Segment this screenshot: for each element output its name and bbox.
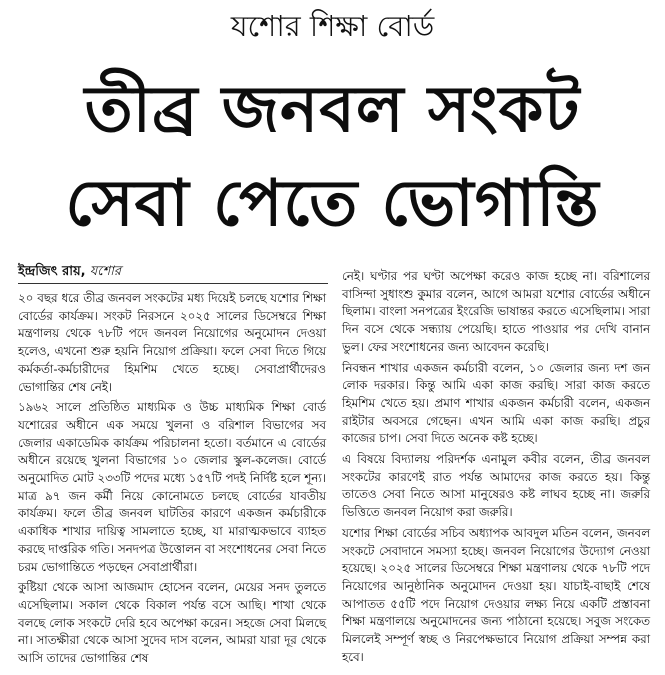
byline-author: ইন্দ্রজিৎ রায়, bbox=[18, 264, 86, 279]
paragraph: নিবন্ধন শাখার একজন কর্মচারী বলেন, ১০ জেলার জন্য দশ জন লোক দরকার। কিন্তু আমি একা কাজ করছি। সারা কাজ করতে হিমশিম খেতে হয়। প্রমাণ শাখার একজন কর্মচারী বলেন, একজন রাইটার অবসরে গেছেন। এখন আমি একা কাজ করছি। প্রচুর কাজের চাপ। সেবা দিতে অনেক কষ্ট হচ্ছে। bbox=[342, 360, 650, 446]
byline bbox=[18, 262, 328, 282]
section-kicker: যশোর শিক্ষা বোর্ড bbox=[230, 9, 435, 43]
paragraph: যশোর শিক্ষা বোর্ডের সচিব অধ্যাপক আবদুল মতিন বলেন, জনবল সংকটে সেবাদানে সমস্যা হচ্ছে। জনবল নিয়োগের উদ্যোগ নেওয়া হয়েছে। ২০২৫ সালের ডিসেম্বরে শিক্ষা মন্ত্রণালয় থেকে ৭৮টি পদে নিয়োগের আনুষ্ঠানিক অনুমোদন দেওয়া হয়। যাচাই-বাছাই শেষে আপাতত ৫৫টি পদে নিয়োগ দেওয়ার লক্ষ্য নিয়ে একটি প্রস্তাবনা শিক্ষা মন্ত্রণালয়ে অনুমোদনের জন্য পাঠানো হয়েছে। সবুজ সংকেত মিললেই সম্পূর্ণ স্বচ্ছ ও নিরপেক্ষভাবে নিয়োগ প্রক্রিয়া সম্পন্ন করা হবে। bbox=[342, 525, 650, 664]
paragraph: কুষ্টিয়া থেকে আসা আজমাদ হোসেন বলেন, মেয়ের সনদ তুলতে এসেছিলাম। সকাল থেকে বিকাল পর্যন্ত বসে আছি। শাখা থেকে বলছে লোক সংকটে দেরি হবে অপেক্ষা করেন। সহজে সেবা মিলছে না। সাতক্ষীরা থেকে আসা সুদেব দাস বলেন, আমরা যারা দূর থেকে আসি তাদের ভোগান্তির শেষ bbox=[18, 580, 326, 666]
headline-line-1: তীব্র জনবল সংকট bbox=[84, 73, 581, 147]
article-column-left bbox=[18, 290, 326, 671]
byline-place: যশোর bbox=[85, 264, 122, 279]
paragraph: ২০ বছর ধরে তীব্র জনবল সংকটের মধ্য দিয়েই চলছে যশোর শিক্ষা বোর্ডের কার্যক্রম। সংকট নিরসনে ২০২৫ সালের ডিসেম্বরে শিক্ষা মন্ত্রণালয় থেকে ৭৮টি পদে জনবল নিয়োগের অনুমোদন দেওয়া হলেও, এখনো শুরু হয়নি নিয়োগ প্রক্রিয়া। ফলে সেবা দিতে গিয়ে কর্মকর্তা-কর্মচারীদের হিমশিম খেতে হচ্ছে। সেবাপ্রার্থীদেরও ভোগান্তির শেষ নেই। bbox=[18, 291, 326, 394]
headline-line-2: সেবা পেতে ভোগান্তি bbox=[65, 167, 600, 241]
article-column-right bbox=[342, 268, 650, 669]
paragraph: ১৯৬২ সালে প্রতিষ্ঠিত মাধ্যমিক ও উচ্চ মাধ্যমিক শিক্ষা বোর্ড যশোরের অধীনে এক সময়ে খুলনা ও বরিশাল বিভাগের সব জেলার একাডেমিক কার্যক্রম পরিচালনা হতো। বর্তমানে এ বোর্ডের অধীনে রয়েছে খুলনা বিভাগের ১০ জেলার স্কুল-কলেজ। বোর্ডে অনুমোদিত মোট ২৩৩টি পদের মধ্যে ১৫৭টি পদই নির্দিষ্ট হলে শূন্য। মাত্র ৯৭ জন কর্মী নিয়ে কোনোমতে চলছে বোর্ডের যাবতীয় কার্যক্রম। ফলে তীব্র জনবল ঘাটতির কারণে একজন কর্মচারীকে একাধিক শাখার দায়িত্ব সামলাতে হচ্ছে, যা মারাত্মকভাবে ব্যাহত করছে দাপ্তরিক গতি। সনদপত্র উত্তোলন বা সংশোধনের সেবা নিতে চরম ভোগান্তিতে পড়ছেন সেবাপ্রার্থীরা। bbox=[18, 400, 326, 574]
paragraph: এ বিষয়ে বিদ্যালয় পরিদর্শক এনামুল কবীর বলেন, তীব্র জনবল সংকটের কারণেই রাত পর্যন্ত আমাদের কাজ করতে হয়। কিন্তু তাতেও সেবা নিতে আসা মানুষেরও কষ্ট লাঘব হচ্ছে না। জরুরি ভিত্তিতে জনবল নিয়োগ করা জরুরি। bbox=[342, 452, 650, 520]
byline-divider bbox=[18, 283, 328, 284]
paragraph: নেই। ঘণ্টার পর ঘণ্টা অপেক্ষা করেও কাজ হচ্ছে না। বরিশালের বাসিন্দা সুধাংশু কুমার বলেন, আগে আমরা যশোর বোর্ডের অধীনে ছিলাম। বাংলা সনপত্রের ইংরেজি ভাষান্তর করতে এসেছিলাম। সারা দিন বসে থেকে সন্ধ্যায় পেয়েছি। হাতে পাওয়ার পর দেখি বানান ভুল। ফের সংশোধনের জন্য আবেদন করেছি। bbox=[342, 269, 650, 354]
